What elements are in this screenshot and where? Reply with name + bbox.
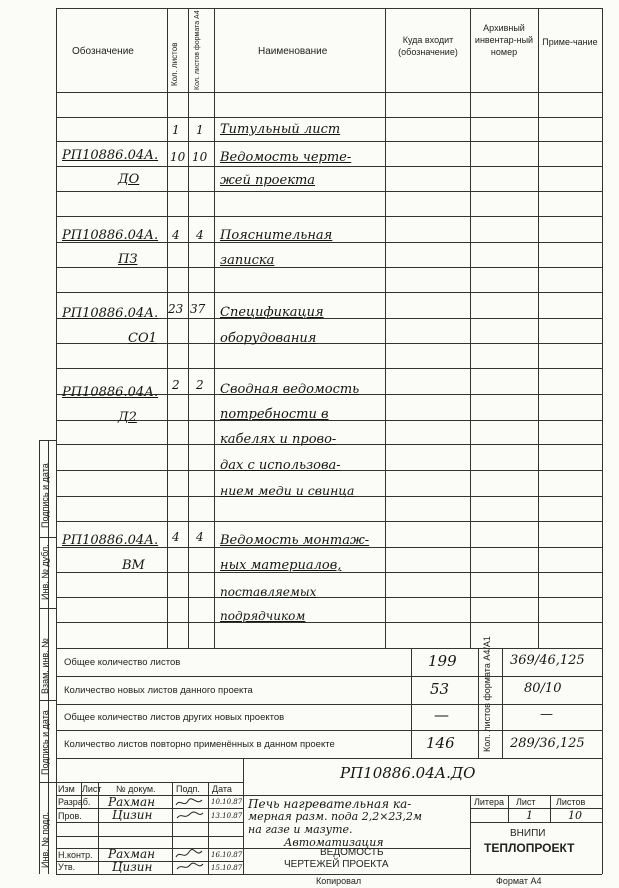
- stamp-col-sign: Подп.: [176, 784, 200, 794]
- stamp-person: Цизин: [112, 860, 153, 874]
- stamp-role: Утв.: [58, 862, 76, 872]
- totals-side-label: Кол. листов формата А4/А1: [482, 636, 492, 752]
- row-name-line: Сводная ведомость: [220, 382, 360, 397]
- row-a4: 2: [196, 378, 204, 392]
- total-value: —: [434, 706, 449, 724]
- total-a4: —: [540, 707, 553, 722]
- row-a4: 4: [196, 530, 204, 544]
- stamp-role: Разраб.: [58, 797, 91, 807]
- total-value: 199: [428, 652, 457, 670]
- stamp-subtitle: Автоматизация: [284, 836, 384, 849]
- header-name: Наименование: [258, 46, 328, 57]
- row-a4: 4: [196, 228, 204, 242]
- row-name-line: кабелях и прово-: [220, 432, 337, 447]
- stamp-date: 10.10.87: [211, 798, 243, 806]
- row-separator: [56, 597, 602, 598]
- row-code: РП10886.04А.: [62, 385, 159, 400]
- footer-copied: Копировал: [316, 876, 362, 886]
- row-separator: [56, 117, 602, 118]
- total-label: Количество новых листов данного проекта: [64, 685, 253, 696]
- stamp-date: 15.10.87: [211, 864, 243, 872]
- total-a4: 369/46,125: [510, 653, 585, 668]
- stamp-date: 16.10.87: [211, 851, 243, 859]
- row-code-suffix: ДО: [118, 172, 140, 187]
- row-name-line: дах с использова-: [220, 458, 341, 473]
- row-separator: [56, 622, 602, 623]
- stamp-doc-title-line: ВЕДОМОСТЬ: [320, 847, 384, 858]
- row-code: РП10886.04А.: [62, 228, 159, 243]
- row-name-line: ных материалов,: [220, 558, 342, 573]
- row-sheets: 23: [168, 302, 184, 316]
- signature-icon: [174, 796, 206, 872]
- row-separator: [56, 166, 602, 167]
- row-separator: [56, 141, 602, 142]
- stamp-date: 13.10.87: [211, 812, 243, 820]
- stamp-col-list: Лист: [82, 784, 102, 794]
- margin-inv-orig: Инв. № подл.: [40, 811, 50, 868]
- row-a4: 10: [192, 150, 208, 164]
- row-name-line: Спецификация: [220, 305, 324, 320]
- stamp-org-line: ВНИПИ: [510, 828, 546, 839]
- row-name-line: потребности в: [220, 407, 329, 422]
- total-value: 146: [426, 734, 455, 752]
- total-value: 53: [430, 680, 450, 698]
- stamp-doc-title-line: ЧЕРТЕЖЕЙ ПРОЕКТА: [284, 859, 389, 870]
- row-separator: [56, 267, 602, 268]
- stamp-role: Н.контр.: [58, 850, 93, 860]
- header-sheets-count: Кол. листов: [170, 42, 179, 86]
- row-sheets: 4: [172, 228, 180, 242]
- row-name-line: записка: [220, 253, 275, 268]
- row-name-line: Титульный лист: [220, 122, 341, 137]
- stamp-sheets-value: 10: [568, 809, 582, 822]
- stamp-sheets-label: Листов: [556, 797, 586, 807]
- stamp-role: Пров.: [58, 811, 82, 821]
- row-name-line: подрядчиком: [220, 609, 306, 623]
- header-sheets-format: Кол. листов формата А4: [194, 10, 201, 90]
- row-name-line: нием меди и свинца: [220, 483, 355, 498]
- stamp-sheet-label: Лист: [516, 797, 536, 807]
- row-name-line: поставляемых: [220, 585, 317, 599]
- total-label: Общее количество листов: [64, 657, 181, 668]
- stamp-litera-label: Литера: [474, 797, 504, 807]
- header-archive-no: Архивный инвентар-ный номер: [474, 23, 534, 57]
- row-separator: [56, 216, 602, 217]
- stamp-doc-code: РП10886.04А.ДО: [340, 764, 476, 782]
- row-separator: [56, 368, 602, 369]
- stamp-col-date: Дата: [212, 784, 232, 794]
- total-label: Общее количество листов других новых проектов: [64, 712, 285, 723]
- row-separator: [56, 521, 602, 522]
- row-code: РП10886.04А.: [62, 533, 159, 548]
- total-a4: 80/10: [524, 681, 562, 696]
- row-sheets: 1: [172, 123, 180, 137]
- row-name-line: Пояснительная: [220, 228, 333, 243]
- row-separator: [56, 420, 602, 421]
- row-name-line: Ведомость черте-: [220, 150, 352, 165]
- margin-sign-date-1: Подпись и дата: [40, 463, 50, 528]
- footer-format: Формат А4: [496, 876, 542, 886]
- stamp-person: Рахман: [108, 847, 156, 861]
- stamp-col-izm: Изм: [58, 784, 75, 794]
- stamp-person: Рахман: [108, 795, 156, 809]
- header-note: Приме-чание: [542, 37, 598, 47]
- total-label: Количество листов повторно применённых в данном проекте: [64, 739, 335, 750]
- margin-inv-dup: Инв. № дубл.: [40, 544, 50, 600]
- row-code-suffix: ВМ: [122, 558, 145, 573]
- stamp-object-title-line: на газе и мазуте.: [248, 823, 353, 836]
- stamp-object-title-line: Печь нагревательная ка-: [248, 797, 412, 811]
- stamp-object-title-line: мерная разм. пода 2,2×23,2м: [248, 810, 423, 823]
- row-code-suffix: Д2: [118, 410, 137, 425]
- margin-vzam: Взам. инв. №: [40, 638, 50, 694]
- row-sheets: 2: [172, 378, 180, 392]
- row-sheets: 10: [170, 150, 186, 164]
- row-sheets: 4: [172, 530, 180, 544]
- row-code-suffix: ПЗ: [118, 252, 138, 267]
- row-code: РП10886.04А.: [62, 148, 159, 163]
- row-name-line: жей проекта: [220, 173, 316, 188]
- margin-sign-date-2: Подпись и дата: [40, 710, 50, 775]
- row-name-line: оборудования: [220, 331, 317, 346]
- total-a4: 289/36,125: [510, 736, 585, 751]
- row-a4: 37: [190, 302, 206, 316]
- stamp-col-doc: № докум.: [116, 784, 156, 794]
- header-designation: Обозначение: [72, 46, 134, 57]
- stamp-org-line: ТЕПЛОПРОЕКТ: [484, 841, 575, 855]
- stamp-sheet-value: 1: [526, 809, 533, 822]
- header-where-used: Куда входит (обозначение): [398, 35, 458, 57]
- row-separator: [56, 191, 602, 192]
- row-code: РП10886.04А.: [62, 306, 159, 321]
- row-name-line: Ведомость монтаж-: [220, 533, 370, 548]
- row-a4: 1: [196, 123, 204, 137]
- row-code-suffix: СО1: [128, 331, 157, 346]
- stamp-person: Цизин: [112, 808, 153, 822]
- row-separator: [56, 292, 602, 293]
